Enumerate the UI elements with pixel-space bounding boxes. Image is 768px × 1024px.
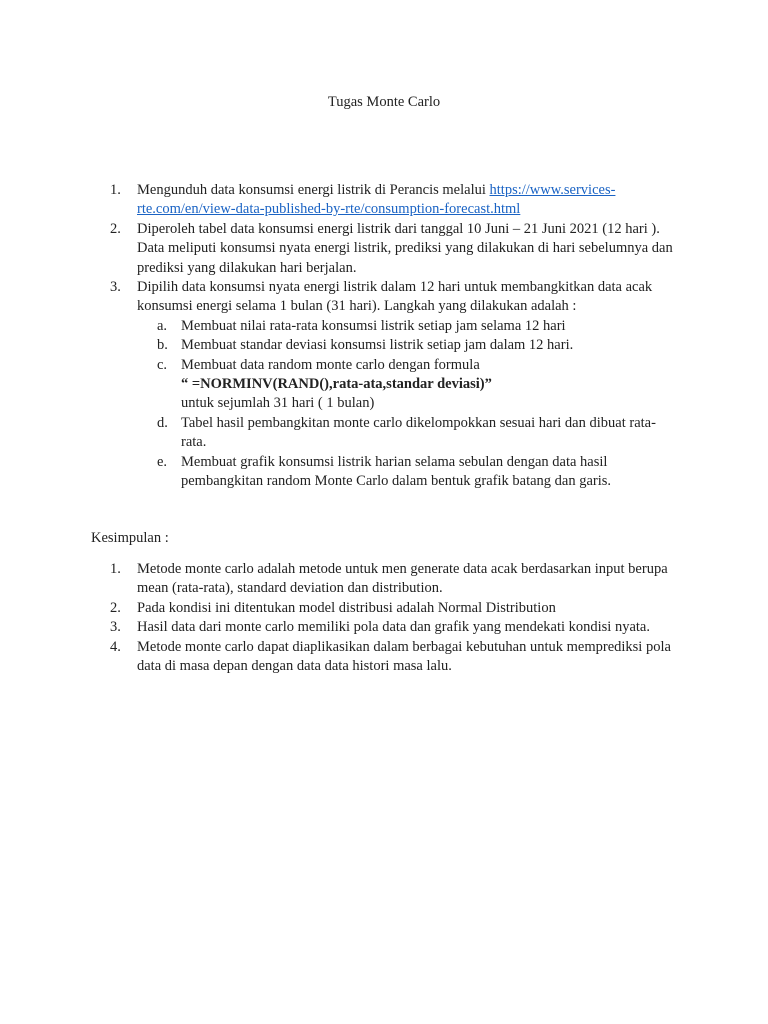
list-item-text: Diperoleh tabel data konsumsi energi listrik dari tanggal 10 Juni – 21 Juni 2021 (12 hari ). Data meliputi konsumsi nyata energi listrik, prediksi yang dilakukan di hari sebelumnya dan prediksi yang dilakukan hari berjalan. bbox=[137, 220, 673, 276]
list-item bbox=[110, 599, 680, 618]
conclusion-heading: Kesimpulan : bbox=[91, 530, 169, 546]
list-number: 2. bbox=[110, 599, 121, 616]
steps-list bbox=[110, 181, 680, 492]
sublist-letter: c. bbox=[157, 356, 168, 373]
sublist-item bbox=[137, 356, 680, 414]
list-item bbox=[110, 560, 680, 599]
sublist-item-text: Membuat standar deviasi konsumsi listrik setiap jam dalam 12 hari. bbox=[181, 337, 574, 354]
list-item bbox=[110, 278, 680, 491]
sublist-item bbox=[137, 453, 680, 492]
list-item-text: Dipilih data konsumsi nyata energi listrik dalam 12 hari untuk membangkitkan data acak konsumsi energi selama 1 bulan (31 hari). Langkah yang dilakukan adalah : bbox=[137, 279, 653, 315]
sublist-item bbox=[137, 414, 680, 453]
list-item-text: Mengunduh data konsumsi energi listrik di Perancis melalui bbox=[137, 182, 490, 198]
source-link[interactable]: https://www.services-rte.com/en/view-data-published-by-rte/consumption-forecast.html bbox=[137, 182, 616, 218]
list-item bbox=[110, 181, 680, 220]
document-title: Tugas Monte Carlo bbox=[327, 94, 441, 110]
sublist-letter: a. bbox=[157, 317, 168, 334]
sublist-item-text: Membuat data random monte carlo dengan formula bbox=[181, 356, 480, 373]
sublist-item-text: Tabel hasil pembangkitan monte carlo dikelompokkan sesuai hari dan dibuat rata-rata. bbox=[181, 414, 656, 451]
list-number: 3. bbox=[110, 279, 121, 296]
list-number: 3. bbox=[110, 619, 121, 636]
list-item-text: Hasil data dari monte carlo memiliki pola data dan grafik yang mendekati kondisi nyata. bbox=[137, 619, 650, 636]
sublist-letter: b. bbox=[157, 337, 168, 354]
sublist-item bbox=[137, 317, 680, 336]
sublist-letter: d. bbox=[157, 414, 168, 431]
list-item-text: Metode monte carlo dapat diaplikasikan dalam berbagai kebutuhan untuk memprediksi pola data di masa depan dengan data data histori masa lalu. bbox=[137, 638, 671, 675]
list-number: 1. bbox=[110, 561, 121, 577]
list-number: 2. bbox=[110, 220, 121, 237]
conclusion-list bbox=[110, 560, 680, 676]
sublist-item-text: Membuat grafik konsumsi listrik harian selama sebulan dengan data hasil pembangkitan random Monte Carlo dalam bentuk grafik batang dan garis. bbox=[181, 453, 612, 490]
list-item bbox=[110, 220, 680, 278]
list-item bbox=[110, 618, 680, 637]
list-item-text: Pada kondisi ini ditentukan model distribusi adalah Normal Distribution bbox=[137, 599, 556, 616]
list-item-text: Metode monte carlo adalah metode untuk men generate data acak berdasarkan input berupa mean (rata-rata), standard deviation dan distribution. bbox=[137, 561, 668, 597]
list-number: 1. bbox=[110, 182, 121, 198]
formula-text: “ =NORMINV(RAND(),rata-ata,standar deviasi)” bbox=[181, 376, 492, 393]
substeps-list bbox=[137, 317, 680, 492]
sublist-item bbox=[137, 336, 680, 355]
sublist-item-text: Membuat nilai rata-rata konsumsi listrik setiap jam selama 12 hari bbox=[181, 317, 566, 334]
sublist-letter: e. bbox=[157, 453, 168, 470]
list-item bbox=[110, 638, 680, 677]
list-number: 4. bbox=[110, 638, 121, 655]
formula-after-text: untuk sejumlah 31 hari ( 1 bulan) bbox=[181, 395, 375, 412]
